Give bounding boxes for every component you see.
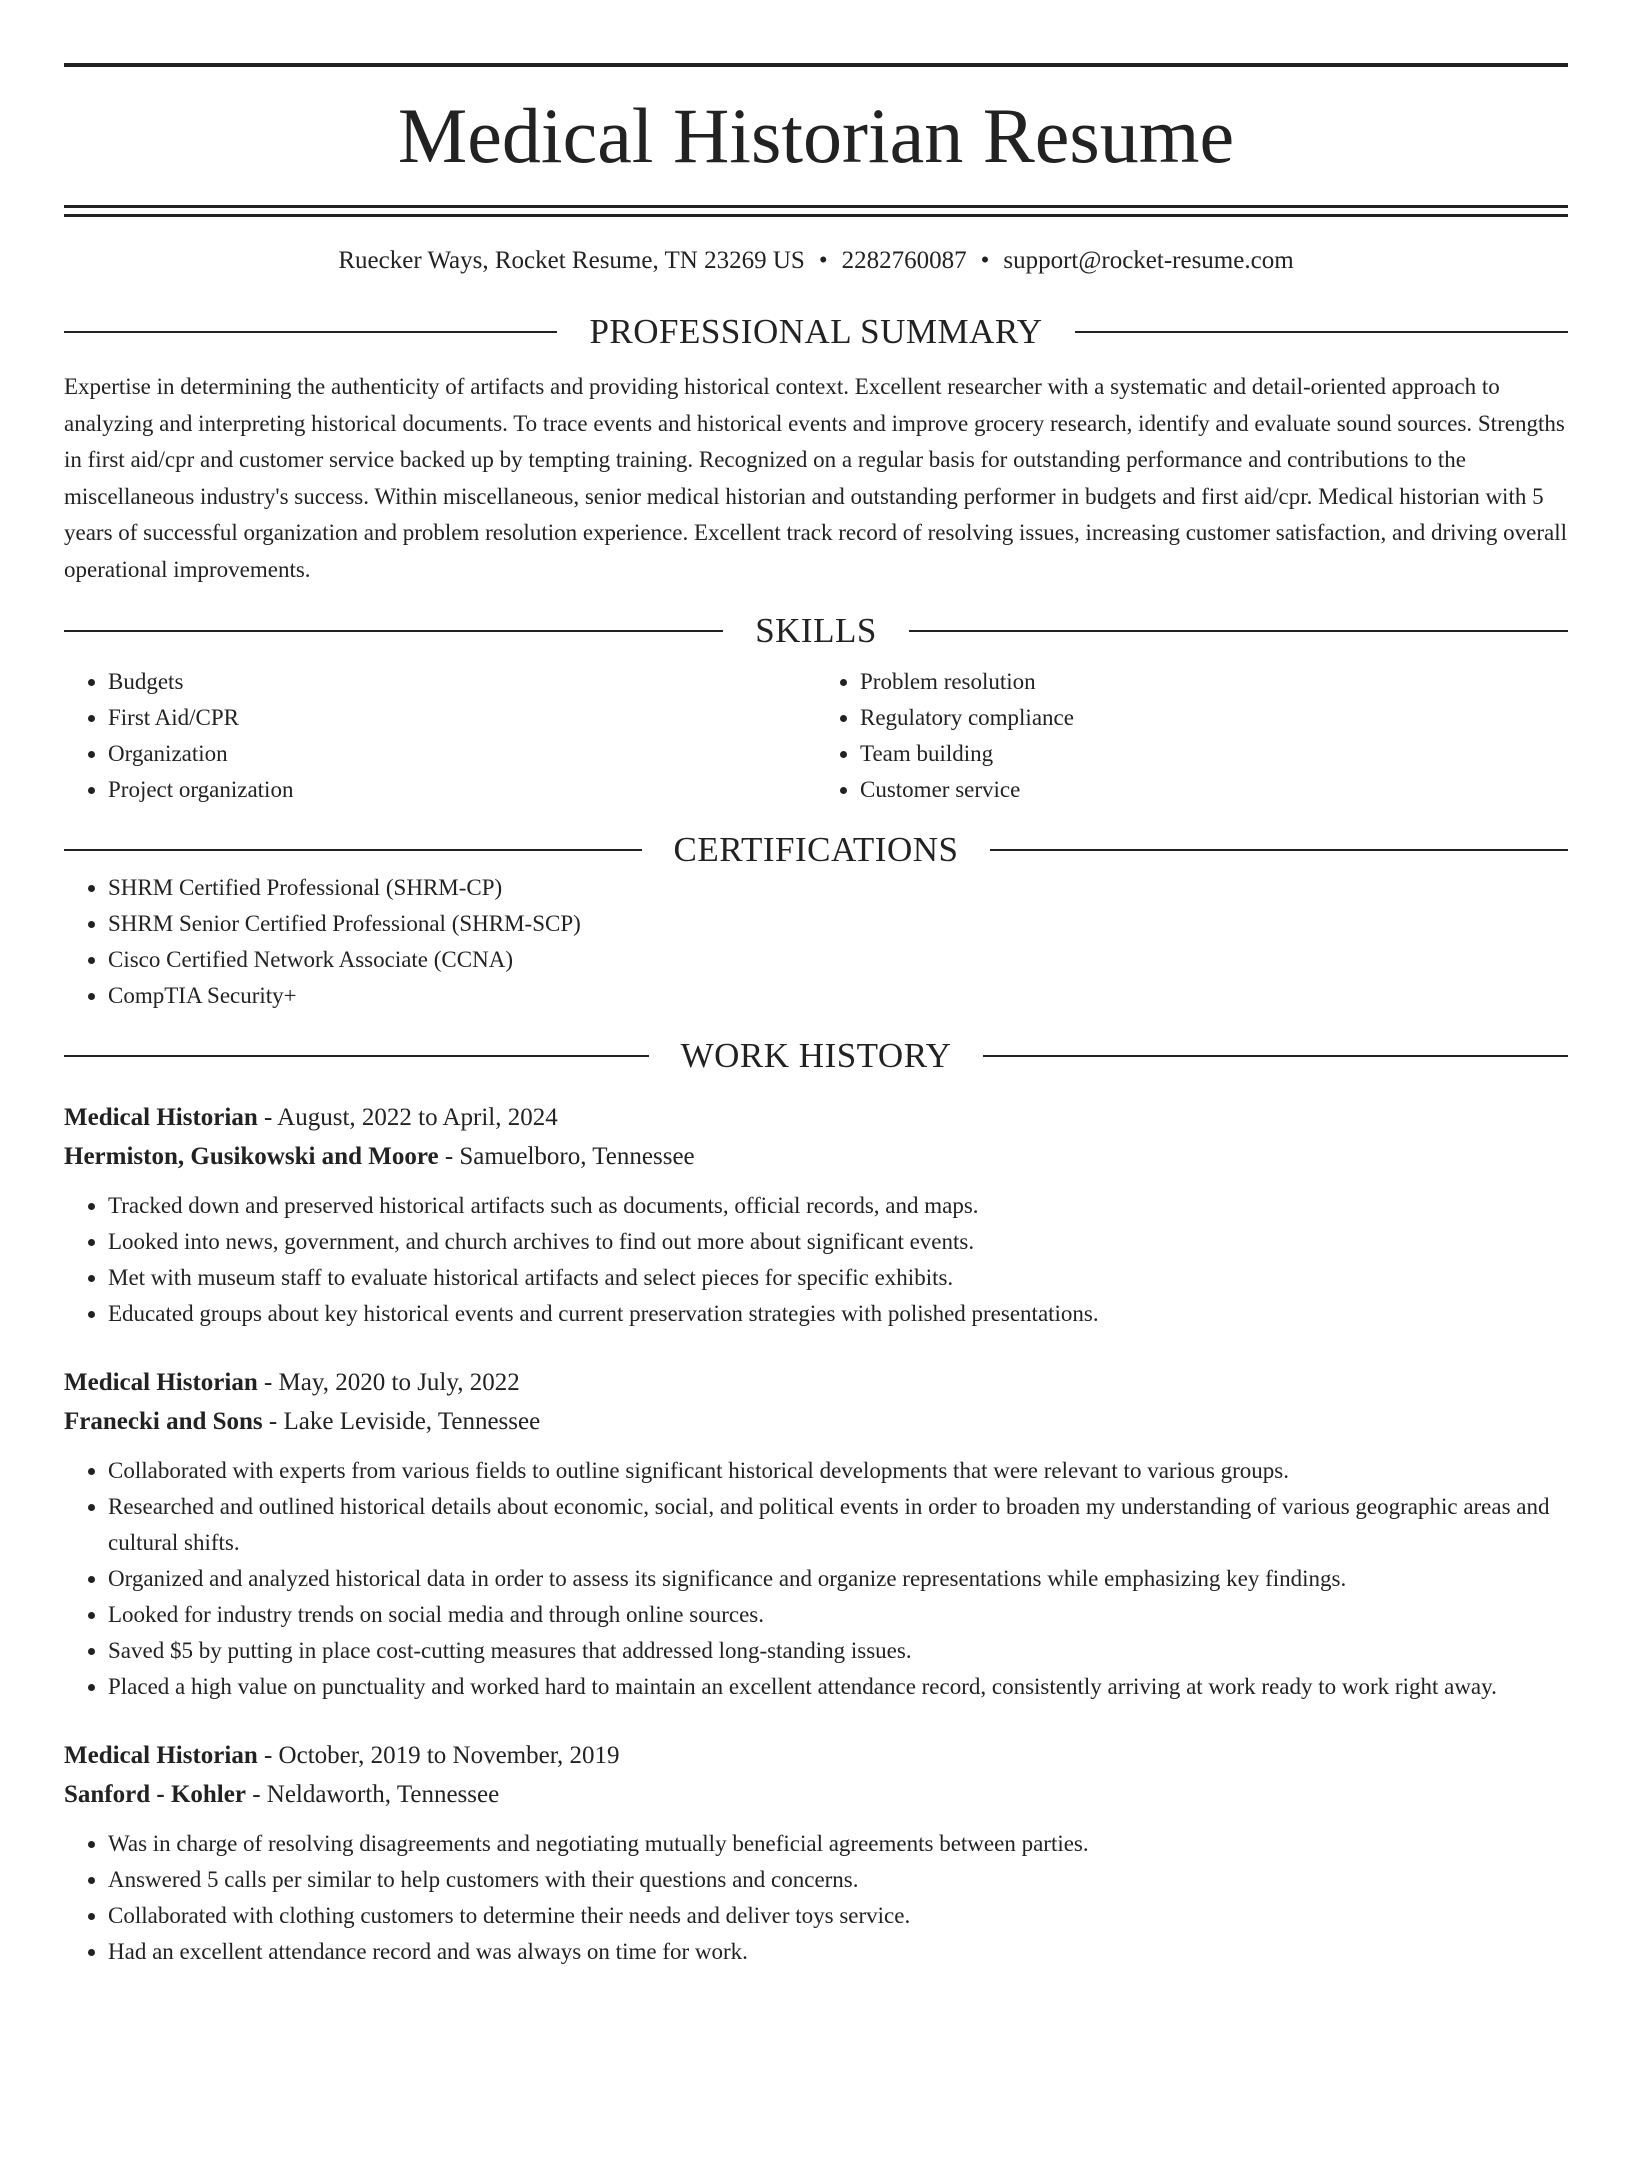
list-item: • Collaborated with experts from various fields to outline significant historical developments that were relevant to various groups.	[108, 1453, 1568, 1489]
contact-separator: •	[818, 247, 828, 274]
job-entry	[64, 1736, 1568, 1970]
section-heading-skills	[64, 611, 1568, 651]
heading-rule	[64, 849, 642, 851]
list-item: • Collaborated with clothing customers to determine their needs and deliver toys service.	[108, 1898, 1568, 1934]
list-item: • Tracked down and preserved historical artifacts such as documents, official records, and maps.	[108, 1188, 1568, 1224]
list-item: • Educated groups about key historical events and current preservation strategies with polished presentations.	[108, 1296, 1568, 1332]
heading-rule	[64, 331, 557, 333]
section-heading-work-history	[64, 1036, 1568, 1076]
job-location: - Samuelboro, Tennessee	[438, 1142, 695, 1170]
job-location: - Lake Leviside, Tennessee	[262, 1407, 541, 1435]
list-item: • Met with museum staff to evaluate historical artifacts and select pieces for specific exhibits.	[108, 1260, 1568, 1296]
job-dates: - May, 2020 to July, 2022	[257, 1368, 520, 1396]
skills-list-right	[816, 664, 1568, 808]
top-rule	[64, 63, 1568, 67]
title-double-rule	[64, 205, 1568, 217]
job-title-line	[64, 1098, 1568, 1137]
heading-rule	[64, 1055, 649, 1057]
job-dates: - October, 2019 to November, 2019	[257, 1741, 620, 1769]
job-entry	[64, 1363, 1568, 1705]
list-item: • Saved $5 by putting in place cost-cutting measures that addressed long-standing issues.	[108, 1633, 1568, 1669]
list-item: • CompTIA Security+	[108, 978, 1568, 1014]
list-item: • Looked for industry trends on social media and through online sources.	[108, 1597, 1568, 1633]
list-item: • SHRM Certified Professional (SHRM-CP)	[108, 870, 1568, 906]
list-item: • Project organization	[108, 772, 816, 808]
job-bullets	[64, 1826, 1568, 1970]
list-item: • Placed a high value on punctuality and worked hard to maintain an excellent attendance record, consistently arriving at work ready to work right away.	[108, 1669, 1568, 1705]
job-title: Medical Historian	[64, 1103, 258, 1131]
heading-rule	[64, 630, 723, 632]
heading-rule	[909, 630, 1568, 632]
list-item: • Looked into news, government, and church archives to find out more about significant events.	[108, 1224, 1568, 1260]
job-entry	[64, 1098, 1568, 1332]
section-title: CERTIFICATIONS	[673, 829, 959, 869]
list-item: • Customer service	[860, 772, 1568, 808]
list-item: • Was in charge of resolving disagreements and negotiating mutually beneficial agreements between parties.	[108, 1826, 1568, 1862]
list-item: • Regulatory compliance	[860, 700, 1568, 736]
section-title: WORK HISTORY	[680, 1035, 952, 1075]
skills-grid	[64, 664, 1568, 808]
summary-text: Expertise in determining the authenticity of artifacts and providing historical context. Excellent researcher with a systematic and detail-oriented approach to analyzing and interpreting historical documents. To trace events and historical events and improve grocery research, identify and evaluate sound sources. Strengths in first aid/cpr and customer service backed up by tempting training. Recognized on a regular basis for outstanding performance and contributions to the miscellaneous industry's success. Within miscellaneous, senior medical historian and outstanding performer in budgets and first aid/cpr. Medical historian with 5 years of successful organization and problem resolution experience. Excellent track record of resolving issues, increasing customer satisfaction, and driving overall operational improvements.	[64, 374, 1568, 582]
job-company-line	[64, 1775, 1568, 1814]
section-title: PROFESSIONAL SUMMARY	[589, 312, 1043, 351]
list-item: • Cisco Certified Network Associate (CCNA)	[108, 942, 1568, 978]
page-title: Medical Historian Resume	[397, 92, 1235, 179]
job-bullets	[64, 1188, 1568, 1332]
heading-rule	[990, 849, 1568, 851]
job-location: - Neldaworth, Tennessee	[245, 1780, 500, 1808]
contact-email: support@rocket-resume.com	[1003, 247, 1294, 274]
certifications-list	[64, 870, 1568, 1014]
section-title: SKILLS	[755, 610, 877, 650]
contact-separator: •	[980, 247, 990, 274]
heading-rule	[1075, 331, 1568, 333]
resume-page	[0, 63, 1632, 2175]
job-company-line	[64, 1402, 1568, 1441]
contact-phone: 2282760087	[841, 247, 967, 274]
section-heading-certifications	[64, 830, 1568, 870]
list-item: • Budgets	[108, 664, 816, 700]
list-item: • First Aid/CPR	[108, 700, 816, 736]
heading-rule	[983, 1055, 1568, 1057]
job-company: Franecki and Sons	[64, 1407, 263, 1435]
list-item: • Researched and outlined historical details about economic, social, and political events in order to broaden my understanding of various geographic areas and cultural shifts.	[108, 1489, 1568, 1561]
job-title-line	[64, 1363, 1568, 1402]
job-dates: - August, 2022 to April, 2024	[257, 1103, 558, 1131]
job-bullets	[64, 1453, 1568, 1705]
list-item: • SHRM Senior Certified Professional (SHRM-SCP)	[108, 906, 1568, 942]
list-item: • Had an excellent attendance record and was always on time for work.	[108, 1934, 1568, 1970]
job-company: Hermiston, Gusikowski and Moore	[64, 1142, 439, 1170]
list-item: • Organized and analyzed historical data in order to assess its significance and organize representations while emphasizing key findings.	[108, 1561, 1568, 1597]
job-title-line	[64, 1736, 1568, 1775]
section-heading-summary	[64, 312, 1568, 352]
list-item: • Team building	[860, 736, 1568, 772]
job-company: Sanford - Kohler	[64, 1780, 246, 1808]
job-title: Medical Historian	[64, 1741, 258, 1769]
skills-list-left	[64, 664, 816, 808]
contact-line	[64, 246, 1568, 276]
list-item: • Problem resolution	[860, 664, 1568, 700]
contact-address: Ruecker Ways, Rocket Resume, TN 23269 US	[338, 247, 805, 274]
list-item: • Organization	[108, 736, 816, 772]
job-company-line	[64, 1137, 1568, 1176]
list-item: • Answered 5 calls per similar to help customers with their questions and concerns.	[108, 1862, 1568, 1898]
job-title: Medical Historian	[64, 1368, 258, 1396]
